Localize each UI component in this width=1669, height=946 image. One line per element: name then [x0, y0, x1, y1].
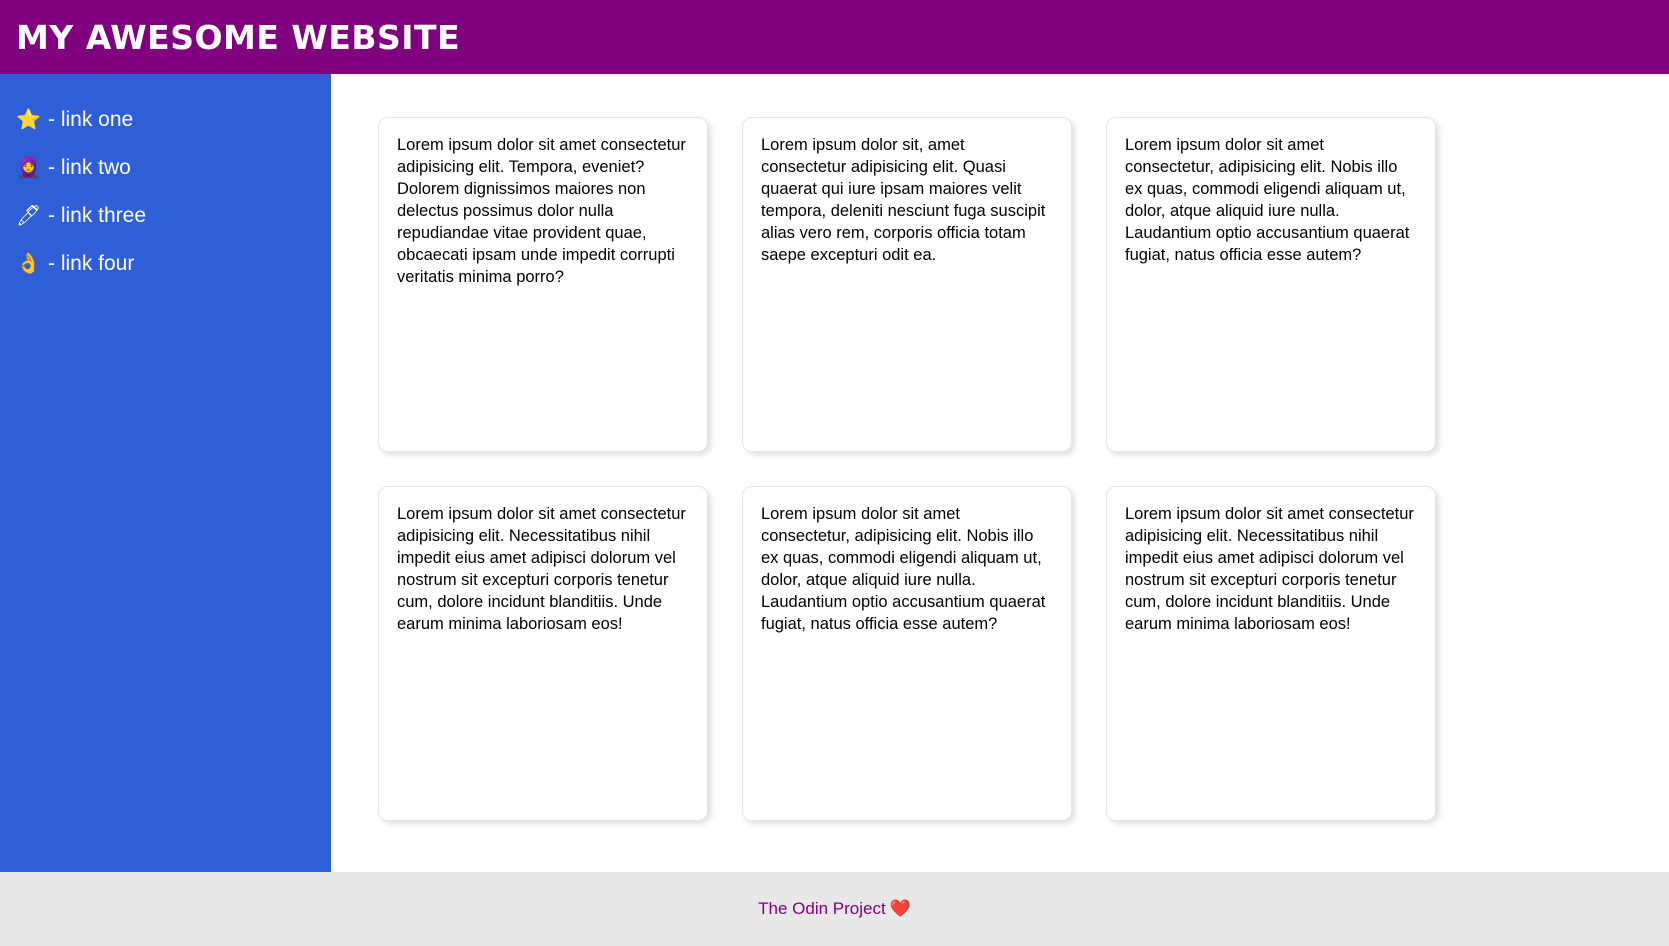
sidebar-nav: [0, 74, 331, 872]
sidebar-item-label: - link three: [48, 204, 147, 227]
heart-icon: ❤️: [889, 899, 911, 918]
content-card: [378, 117, 708, 452]
content-card: [742, 117, 1072, 452]
card-text: Lorem ipsum dolor sit amet consectetur adipisicing elit. Tempora, eveniet? Dolorem dignissimos maiores non delectus possimus dolor nulla repudiandae vitae provident quae, obcaecati ipsam unde impedit corrupti veritatis minima porro?: [397, 136, 686, 286]
content-card: [742, 486, 1072, 821]
card-text: Lorem ipsum dolor sit amet consectetur adipisicing elit. Necessitatibus nihil impedit eius amet adipisci dolorum vel nostrum sit excepturi corporis tenetur cum, dolore incidunt blanditiis. Unde earum minima laboriosam eos!: [397, 505, 686, 633]
pen-icon: 🖊: [16, 205, 42, 227]
page-title: MY AWESOME WEBSITE: [16, 17, 461, 57]
content-card: [378, 486, 708, 821]
sidebar-item-link-two[interactable]: [0, 144, 331, 192]
card-text: Lorem ipsum dolor sit amet consectetur adipisicing elit. Necessitatibus nihil impedit eius amet adipisci dolorum vel nostrum sit excepturi corporis tenetur cum, dolore incidunt blanditiis. Unde earum minima laboriosam eos!: [1125, 505, 1414, 633]
sidebar-item-label: - link one: [48, 108, 134, 131]
footer-credit-label: The Odin Project: [758, 899, 886, 918]
site-footer: [0, 872, 1669, 946]
star-icon: ⭐: [16, 109, 41, 131]
card-text: Lorem ipsum dolor sit amet consectetur, adipisicing elit. Nobis illo ex quas, commodi eligendi aliquam ut, dolor, atque aliquid iure nulla. Laudantium optio accusantium quaerat fugiat, natus officia esse autem?: [1125, 136, 1410, 264]
card-text: Lorem ipsum dolor sit, amet consectetur adipisicing elit. Quasi quaerat qui iure ipsam maiores velit tempora, deleniti nesciunt fuga suscipit alias vero rem, corporis officia totam saepe excepturi odit ea.: [761, 136, 1046, 264]
sidebar-item-link-three[interactable]: [0, 192, 331, 240]
content-card: [1106, 486, 1436, 821]
sidebar-item-label: - link two: [48, 156, 131, 179]
content-card: [1106, 117, 1436, 452]
card-grid: [378, 117, 1639, 821]
footer-credit: [758, 899, 911, 919]
sidebar-item-label: - link four: [48, 252, 135, 275]
ok-hand-icon: 👌: [16, 253, 41, 275]
person-icon: 🧕: [16, 157, 41, 179]
sidebar-item-link-four[interactable]: [0, 240, 331, 288]
main-content: [331, 74, 1669, 872]
sidebar-item-link-one[interactable]: [0, 96, 331, 144]
card-text: Lorem ipsum dolor sit amet consectetur, adipisicing elit. Nobis illo ex quas, commodi eligendi aliquam ut, dolor, atque aliquid iure nulla. Laudantium optio accusantium quaerat fugiat, natus officia esse autem?: [761, 505, 1046, 633]
site-header: [0, 0, 1669, 74]
